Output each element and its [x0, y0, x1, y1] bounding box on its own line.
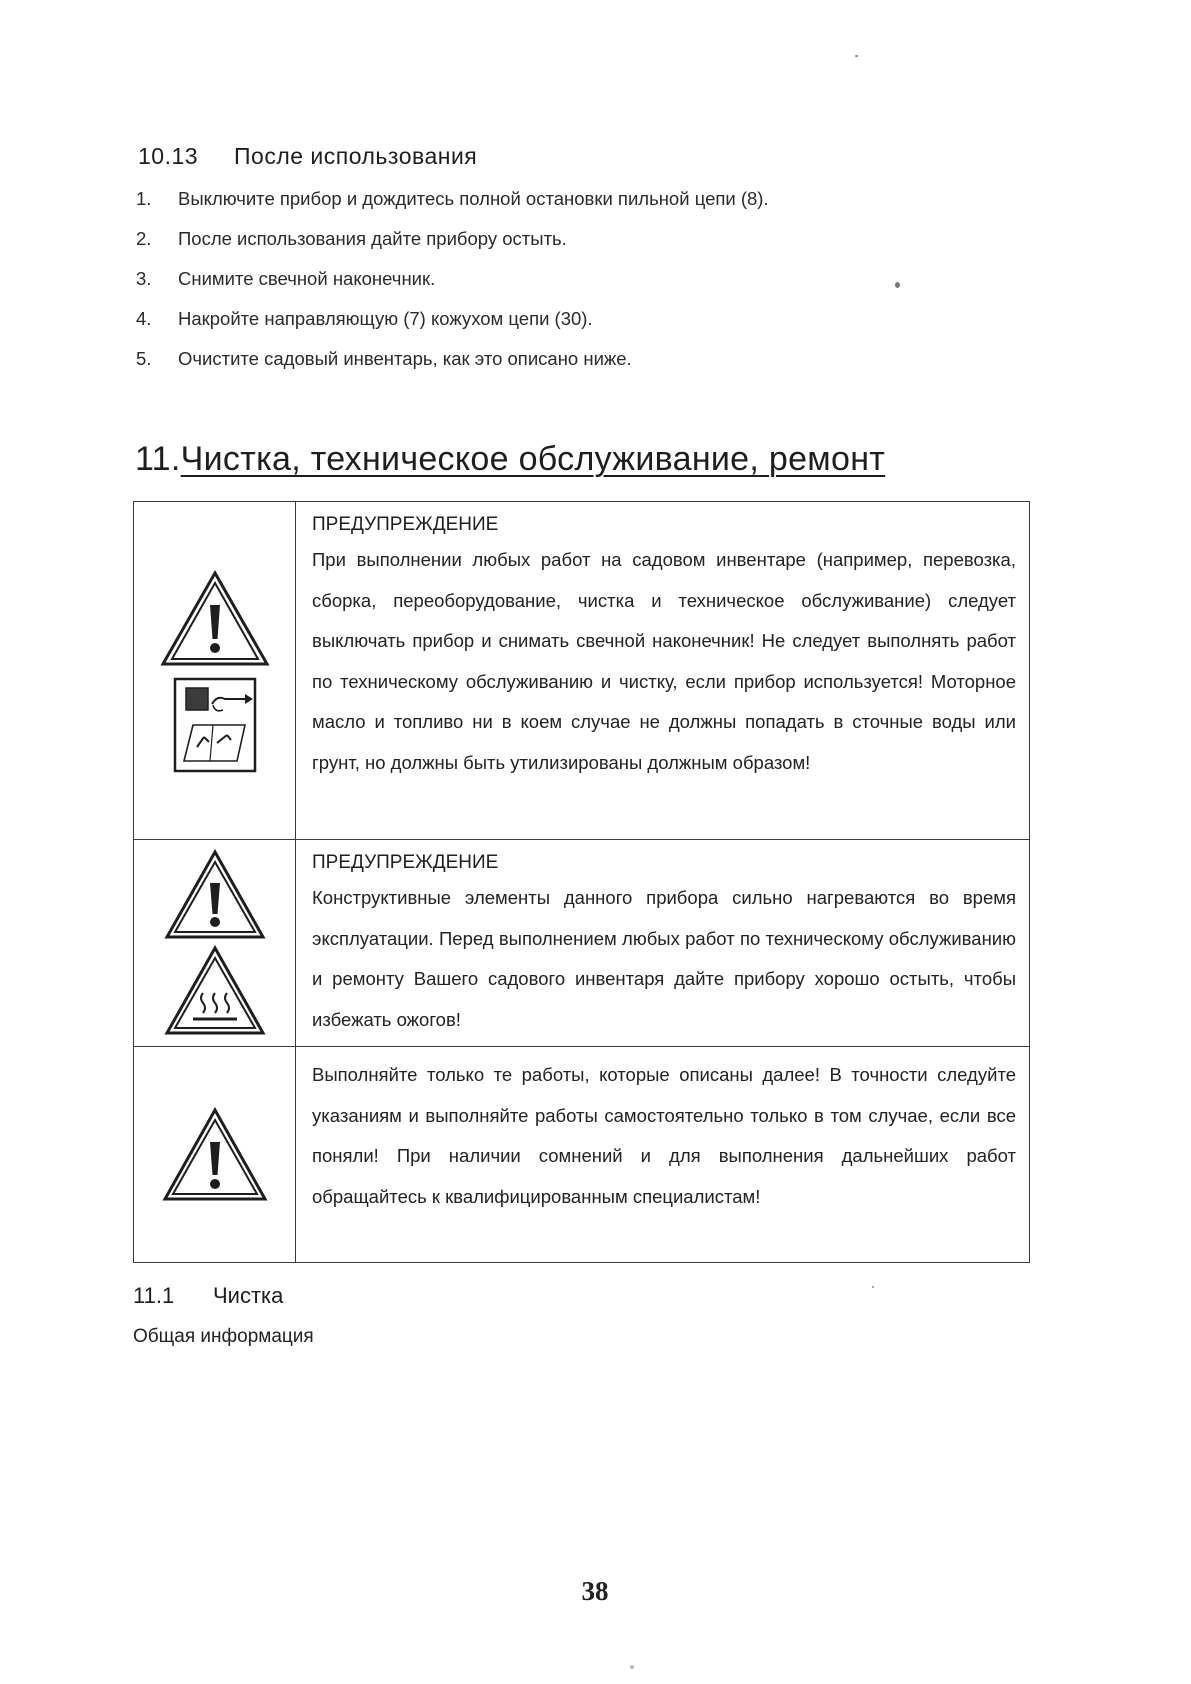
chapter-number: 11. [135, 440, 181, 478]
warning-title: ПРЕДУПРЕЖДЕНИЕ [312, 514, 499, 535]
warning-text-cell [296, 1047, 1030, 1263]
list-item [136, 186, 769, 226]
warning-title: ПРЕДУПРЕЖДЕНИЕ [312, 852, 499, 873]
general-info-label: Общая информация [133, 1326, 314, 1347]
list-item [136, 346, 769, 386]
warning-body: Выполняйте только те работы, которые описаны далее! В точности следуйте указаниям и выполняйте работы самостоятельно только в том случае, если все поняли! При наличии сомнений и для выполнения дальнейших работ обращайтесь к квалифицированным специалистам! [312, 1064, 1016, 1207]
step-number: 3. [136, 268, 152, 289]
scan-speck [872, 1286, 874, 1288]
warning-triangle-icon [163, 849, 267, 941]
step-number: 4. [136, 308, 152, 329]
warning-text-cell [296, 840, 1030, 1047]
warning-icons-cell [134, 840, 296, 1047]
hot-surface-icon [163, 945, 267, 1037]
scan-speck [855, 55, 858, 57]
warning-icons-cell [134, 502, 296, 840]
step-number: 1. [136, 188, 152, 209]
section-11-1-heading [133, 1283, 283, 1309]
warning-triangle-icon [159, 569, 271, 669]
list-item [136, 306, 769, 346]
warning-body: При выполнении любых работ на садовом инвентаре (например, перевозка, сборка, переоборудование, чистка и техническое обслуживание) следует выключать прибор и снимать свечной наконечник! Не следует выполнять работ по техническому обслуживанию и чистку, если прибор используется! Моторное масло и топливо ни в коем случае не должны попадать в сточные воды или грунт, но должны быть утилизированы должным образом! [312, 549, 1016, 773]
section-number: 10.13 [138, 143, 199, 169]
step-number: 5. [136, 348, 152, 369]
table-row [134, 1047, 1030, 1263]
scan-speck [630, 1665, 634, 1669]
spark-plug-disconnect-icon [173, 677, 257, 773]
section-title: После использования [234, 143, 478, 169]
warning-icons-cell [134, 1047, 296, 1263]
step-number: 2. [136, 228, 152, 249]
section-title: Чистка [213, 1283, 284, 1308]
step-text: Снимите свечной наконечник. [178, 268, 436, 289]
chapter-11-heading [135, 440, 885, 479]
section-number: 11.1 [133, 1283, 175, 1308]
chapter-title: Чистка, техническое обслуживание, ремонт [180, 440, 886, 478]
step-text: Накройте направляющую (7) кожухом цепи (30). [178, 308, 593, 329]
warning-triangle-icon [161, 1107, 269, 1203]
step-text: После использования дайте прибору остыть. [178, 228, 567, 249]
section-10-13-heading [138, 143, 477, 170]
step-text: Выключите прибор и дождитесь полной остановки пильной цепи (8). [178, 188, 769, 209]
list-item [136, 226, 769, 266]
table-row [134, 502, 1030, 840]
table-row [134, 840, 1030, 1047]
warning-body: Конструктивные элементы данного прибора сильно нагреваются во время эксплуатации. Перед выполнением любых работ по техническому обслуживанию и ремонту Вашего садового инвентаря дайте прибору хорошо остыть, чтобы избежать ожогов! [312, 887, 1016, 1030]
warning-text-cell [296, 502, 1030, 840]
list-item [136, 266, 769, 306]
after-use-steps [136, 186, 769, 386]
page-number: 38 [581, 1576, 609, 1606]
step-text: Очистите садовый инвентарь, как это описано ниже. [178, 348, 632, 369]
warnings-table [133, 501, 1030, 1263]
scan-speck [895, 282, 900, 288]
